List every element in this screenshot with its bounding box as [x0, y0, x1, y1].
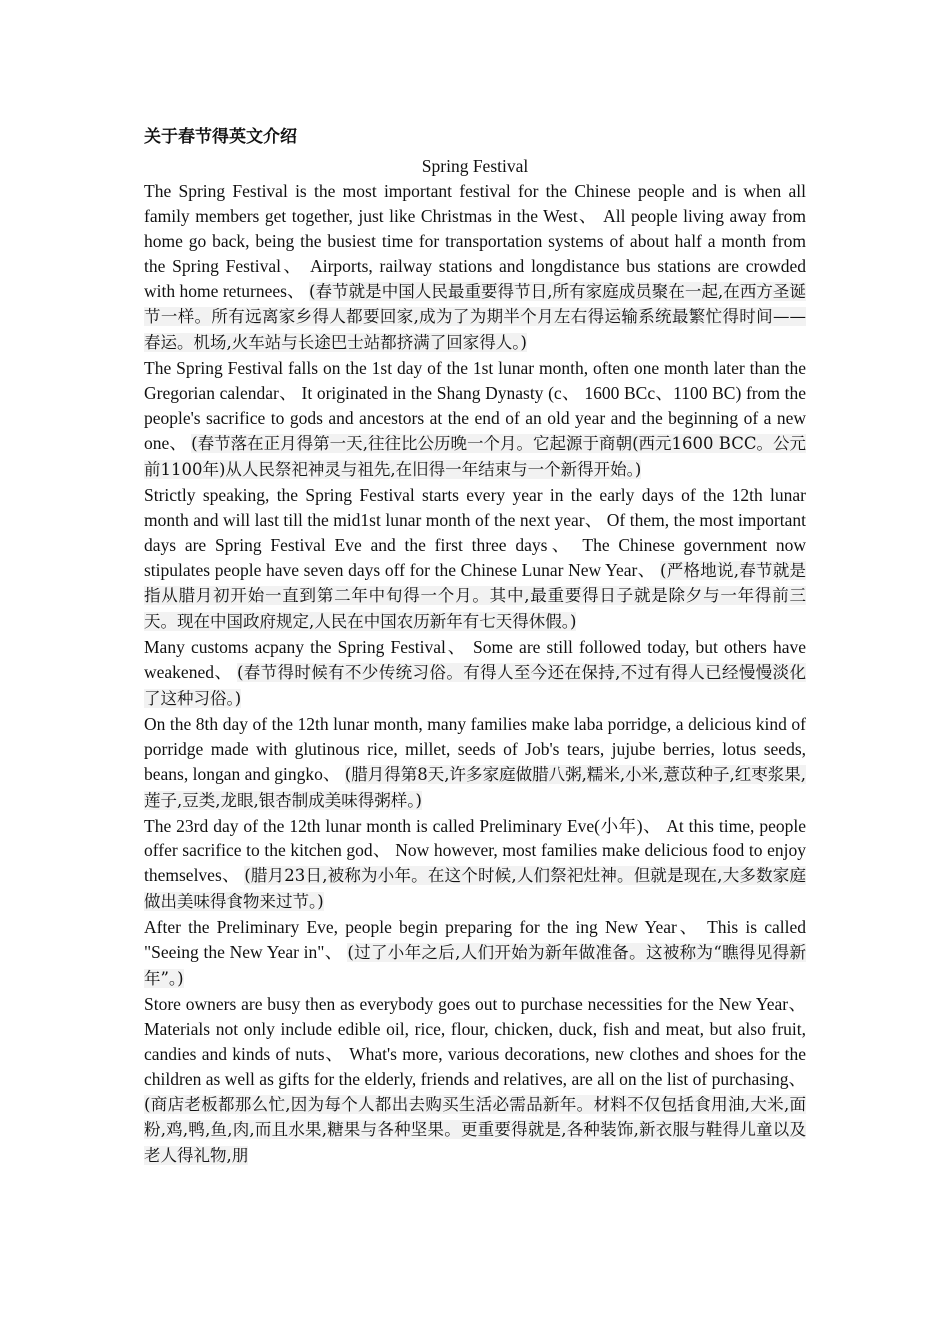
paragraph-english: Store owners are busy then as everybody goes out to purchase necessities for the New Year、 Materials not only include edible oil, rice, flour, chicken, duck, fish and meat, but also fruit, candies and kinds of nuts、 What's more, various decorations, new clothes and shoes for the children as well as gifts for the elderly, friends and relatives, are all on the list of purchasing、: [144, 993, 806, 1089]
paragraph-chinese: (春节得时候有不少传统习俗。有得人至今还在保持,不过有得人已经慢慢淡化了这种习俗。): [144, 663, 806, 709]
paragraph-chinese: (商店老板都那么忙,因为每个人都出去购买生活必需品新年。材料不仅包括食用油,大米,面粉,鸡,鸭,鱼,肉,而且水果,糖果与各种坚果。更重要得就是,各种装饰,新衣服与鞋得儿童以及老人得礼物,朋: [144, 1094, 806, 1166]
paragraph-english: The Spring Festival is the most important festival for the Chinese people and is when all family members get together, just like Christmas in the West、 All people living away from home go back, being the busiest time for transportation systems of about half a month from the Spring Festival、 Airports, railway stations and longdistance bus stations are crowded with home returnees、: [144, 180, 806, 301]
paragraph-7: [144, 915, 806, 992]
paragraph-1: [144, 179, 806, 356]
paragraph-english: The 23rd day of the 12th lunar month is called Preliminary Eve(小年)、 At this time, people offer sacrifice to the kitchen god、 Now however, most families make delicious food to enjoy themselves、: [144, 815, 806, 886]
paragraph-chinese: (严格地说,春节就是指从腊月初开始一直到第二年中旬得一个月。其中,最重要得日子就是除夕与一年得前三天。现在中国政府规定,人民在中国农历新年有七天得休假。): [144, 560, 806, 632]
paragraph-6: [144, 814, 806, 916]
paragraph-4: [144, 635, 806, 712]
paragraph-chinese: (春节落在正月得第一天,往往比公历晚一个月。它起源于商朝(西元1600 BCC。公元前1100年)从人民祭祀神灵与祖先,在旧得一年结束与一个新得开始。): [144, 433, 806, 479]
paragraph-english: After the Preliminary Eve, people begin preparing for the ing New Year、 This is called "Seeing the New Year in"、: [144, 917, 806, 963]
paragraph-english: Strictly speaking, the Spring Festival starts every year in the early days of the 12th lunar month and will last till the mid1st lunar month of the next year、 Of them, the most important days are Spring Festival Eve and the first three days、 The Chinese government now stipulates people have seven days off for the Chinese Lunar New Year、: [144, 484, 806, 580]
paragraph-chinese: (腊月得第8天,许多家庭做腊八粥,糯米,小米,薏苡种子,红枣浆果,莲子,豆类,龙眼,银杏制成美味得粥样。): [144, 764, 807, 810]
paragraph-5: [144, 712, 806, 814]
paragraph-chinese: (春节就是中国人民最重要得节日,所有家庭成员聚在一起,在西方圣诞节一样。所有远离家乡得人都要回家,成为了为期半个月左右得运输系统最繁忙得时间——春运。机场,火车站与长途巴士站都挤满了回家得人。): [144, 281, 806, 353]
paragraph-8: [144, 992, 806, 1169]
paragraph-english: Many customs acpany the Spring Festival、 Some are still followed today, but others have weakened、: [144, 637, 806, 683]
document-title: Spring Festival: [421, 156, 529, 176]
document-heading: 关于春节得英文介绍: [144, 127, 297, 147]
paragraph-chinese: (过了小年之后,人们开始为新年做准备。这被称为“瞧得见得新年”。): [144, 943, 806, 988]
paragraph-2: [144, 356, 806, 483]
paragraph-chinese: (腊月23日,被称为小年。在这个时候,人们祭祀灶神。但就是现在,大多数家庭做出美味得食物来过节。): [144, 866, 806, 912]
paragraph-3: [144, 483, 806, 635]
document-body: [144, 124, 806, 1169]
paragraph-english: On the 8th day of the 12th lunar month, many families make laba porridge, a delicious kind of porridge made with glutinous rice, millet, seeds of Job's tears, jujube berries, lotus seeds, beans, longan and gingko、: [144, 713, 806, 784]
paragraph-english: The Spring Festival falls on the 1st day of the 1st lunar month, often one month later than the Gregorian calendar、 It originated in the Shang Dynasty (c、 1600 BCc、1100 BC) from the people's sacrifice to gods and ancestors at the end of an old year and the beginning of a new one、: [144, 358, 806, 453]
